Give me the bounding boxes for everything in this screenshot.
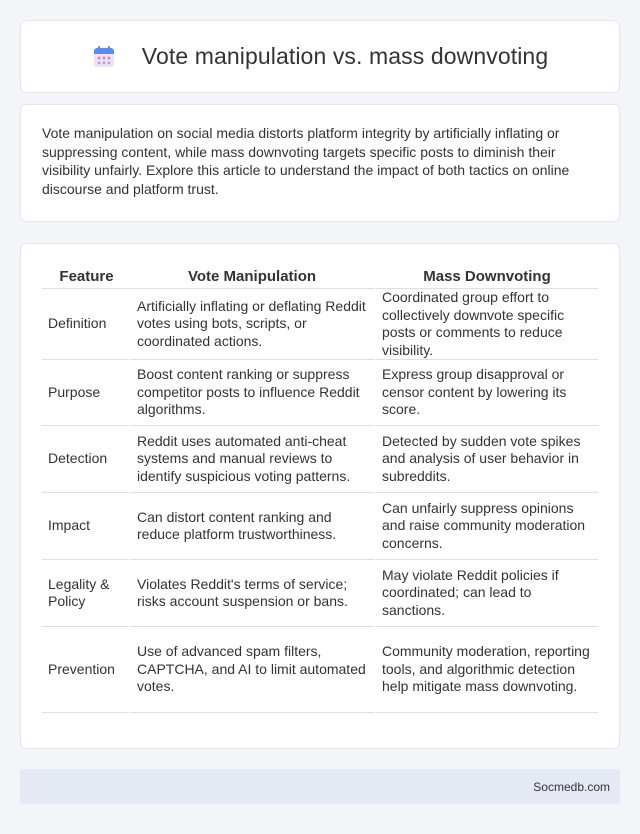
intro-paragraph: Vote manipulation on social media distorts platform integrity by artificially inflating or suppressing content, while mass downvoting targets specific posts to diminish their visibility unfairly. Explore this article to understand the impact of both tactics on online discourse and platform trust.	[42, 125, 570, 197]
intro-card	[20, 104, 620, 222]
cell-mass-downvoting: Detected by sudden vote spikes and analysis of user behavior in subreddits.	[376, 426, 598, 493]
comparison-table	[42, 266, 598, 713]
table-row	[42, 627, 598, 713]
cell-feature: Purpose	[42, 360, 131, 426]
table-row	[42, 560, 598, 627]
table-row	[42, 493, 598, 560]
cell-mass-downvoting: Community moderation, reporting tools, and algorithmic detection help mitigate mass downvoting.	[376, 627, 598, 713]
cell-vote-manipulation: Artificially inflating or deflating Reddit votes using bots, scripts, or coordinated actions.	[131, 289, 376, 360]
title-card	[20, 20, 620, 93]
table-row	[42, 426, 598, 493]
header-feature: Feature	[42, 266, 131, 289]
table-row	[42, 289, 598, 360]
cell-vote-manipulation: Can distort content ranking and reduce platform trustworthiness.	[131, 493, 376, 560]
cell-feature: Impact	[42, 493, 131, 560]
header-vote-manipulation: Vote Manipulation	[131, 266, 376, 289]
cell-feature: Detection	[42, 426, 131, 493]
cell-feature: Prevention	[42, 627, 131, 713]
page-title: Vote manipulation vs. mass downvoting	[141, 43, 549, 69]
cell-vote-manipulation: Use of advanced spam filters, CAPTCHA, and AI to limit automated votes.	[131, 627, 376, 713]
cell-feature: Definition	[42, 289, 131, 360]
cell-mass-downvoting: Express group disapproval or censor content by lowering its score.	[376, 360, 598, 426]
cell-mass-downvoting: Can unfairly suppress opinions and raise community moderation concerns.	[376, 493, 598, 560]
calendar-icon	[92, 45, 116, 69]
footer-site-link[interactable]: Socmedb.com	[533, 779, 610, 794]
cell-mass-downvoting: Coordinated group effort to collectively downvote specific posts or comments to reduce visibility.	[376, 289, 598, 360]
comparison-card	[20, 243, 620, 749]
cell-vote-manipulation: Violates Reddit's terms of service; risks account suspension or bans.	[131, 560, 376, 627]
footer	[20, 769, 620, 804]
cell-mass-downvoting: May violate Reddit policies if coordinated; can lead to sanctions.	[376, 560, 598, 627]
header-mass-downvoting: Mass Downvoting	[376, 266, 598, 289]
cell-feature: Legality & Policy	[42, 560, 131, 627]
table-row	[42, 360, 598, 426]
table-header-row	[42, 266, 598, 289]
cell-vote-manipulation: Reddit uses automated anti-cheat systems and manual reviews to identify suspicious voting patterns.	[131, 426, 376, 493]
cell-vote-manipulation: Boost content ranking or suppress competitor posts to influence Reddit algorithms.	[131, 360, 376, 426]
